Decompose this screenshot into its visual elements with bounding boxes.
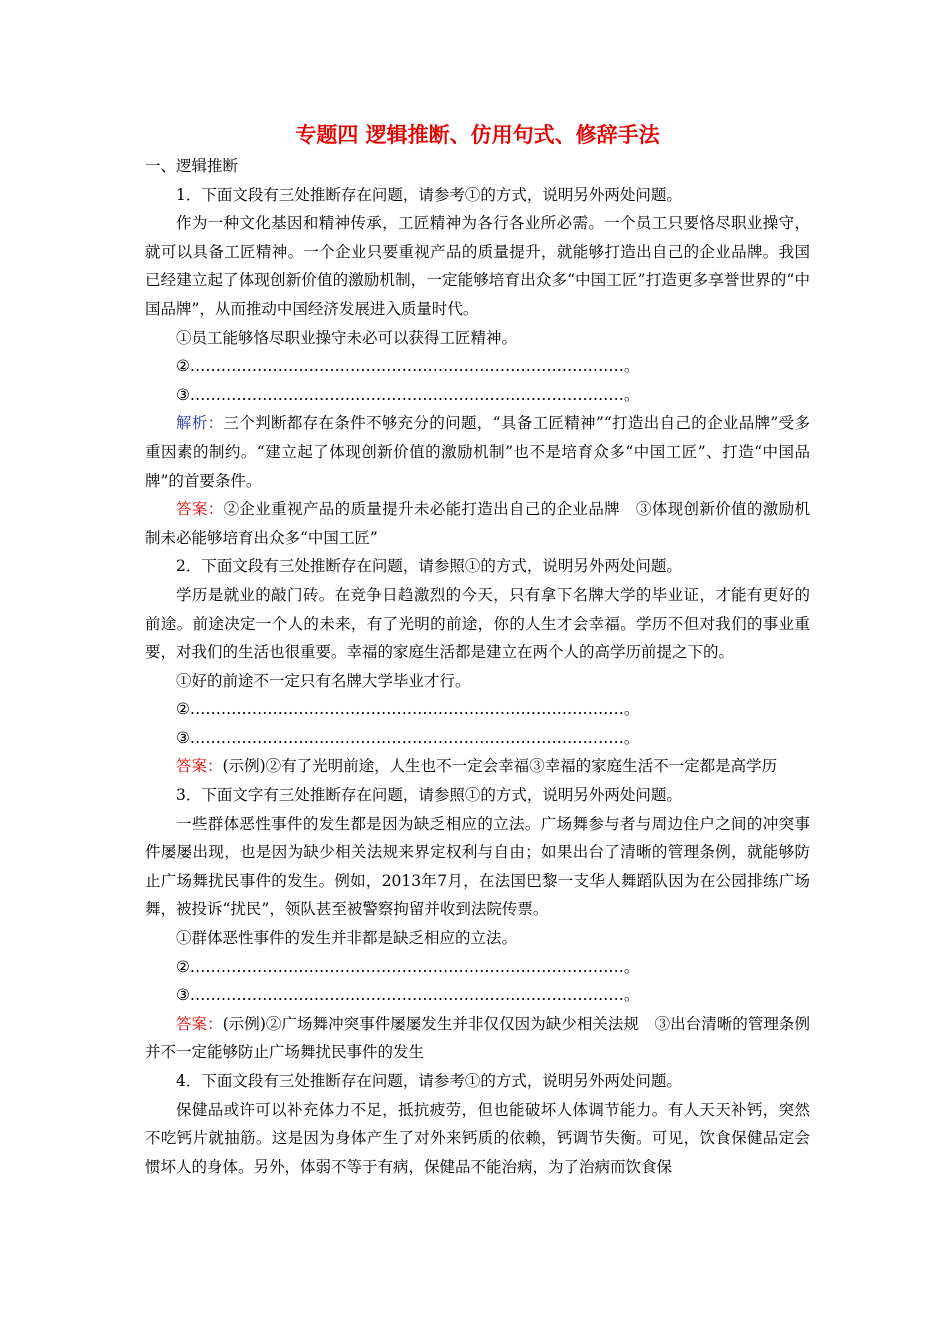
q2-passage: 学历是就业的敲门砖。在竞争日趋激烈的今天，只有拿下名牌大学的毕业证，才能有更好的前途。前途决定一个人的未来，有了光明的前途，你的人生才会幸福。学历不但对我们的事业重要，对我们的生活也很重要。幸福的家庭生活都是建立在两个人的高学历前提之下的。 (145, 585, 810, 662)
q3-passage: 一些群体恶性事件的发生都是因为缺乏相应的立法。广场舞参与者与周边住户之间的冲突事件屡屡出现，也是因为缺少相关法规来界定权利与自由；如果出台了清晰的管理条例，就能够防止广场舞扰民事件的发生。例如，2013年7月，在法国巴黎一支华人舞蹈队因为在公园排练广场舞，被投诉“扰民”，领队甚至被警察拘留并收到法院传票。 (145, 814, 810, 919)
q1-stem: 1．下面文段有三处推断存在问题，请参考①的方式，说明另外两处问题。 (176, 185, 682, 204)
q1-item-1: ①员工能够恪尽职业操守未必可以获得工匠精神。 (176, 328, 518, 347)
q2-answer-text: (示例)②有了光明前途，人生也不一定会幸福③幸福的家庭生活不一定都是高学历 (222, 757, 778, 776)
document-page (145, 118, 810, 1181)
document-title: 专题四 逻辑推断、仿用句式、修辞手法 (295, 123, 660, 147)
q2-answer-label: 答案： (176, 757, 223, 776)
q3-stem: 3．下面文字有三处推断存在问题，请参照①的方式，说明另外两处问题。 (176, 786, 682, 805)
q3-item-3-blank: ③…………………………………………………………………………。 (176, 986, 640, 1005)
q1-passage: 作为一种文化基因和精神传承，工匠精神为各行各业所必需。一个员工只要恪尽职业操守，就可以具备工匠精神。一个企业只要重视产品的质量提升，就能够打造出自己的企业品牌。我国已经建立起了体现创新价值的激励机制，一定能够培育出众多“中国工匠”打造更多享誉世界的“中国品牌”，从而推动中国经济发展进入质量时代。 (145, 214, 810, 318)
q2-item-3-blank: ③…………………………………………………………………………。 (176, 728, 640, 747)
q2-item-1: ①好的前途不一定只有名牌大学毕业才行。 (176, 671, 471, 690)
section-heading: 一、逻辑推断 (145, 157, 239, 175)
q1-analysis-label: 解析： (176, 414, 224, 433)
q3-item-1: ①群体恶性事件的发生并非都是缺乏相应的立法。 (176, 929, 518, 948)
q2-answer (145, 752, 810, 781)
q3-answer (145, 1010, 810, 1067)
q1-analysis (145, 409, 810, 495)
q2-stem: 2．下面文段有三处推断存在问题，请参照①的方式，说明另外两处问题。 (176, 557, 682, 576)
q1-item-2-blank: ②…………………………………………………………………………。 (176, 357, 640, 376)
q3-answer-text: (示例)②广场舞冲突事件屡屡发生并非仅仅因为缺少相关法规 ③出台清晰的管理条例并不一定能够防止广场舞扰民事件的发生 (145, 1014, 810, 1062)
q1-item-3-blank: ③…………………………………………………………………………。 (176, 385, 640, 404)
q4-stem: 4．下面文段有三处推断存在问题，请参考①的方式，说明另外两处问题。 (176, 1072, 682, 1090)
q1-answer (145, 495, 810, 552)
q2-item-2-blank: ②…………………………………………………………………………。 (176, 700, 640, 719)
q1-analysis-text: 三个判断都存在条件不够充分的问题，“具备工匠精神”“打造出自己的企业品牌”受多重因素的制约。“建立起了体现创新价值的激励机制”也不是培育众多“中国工匠”、打造“中国品牌”的首要条件。 (145, 414, 810, 490)
q4-passage: 保健品或许可以补充体力不足，抵抗疲劳，但也能破坏人体调节能力。有人天天补钙，突然不吃钙片就抽筋。这是因为身体产生了对外来钙质的依赖，钙调节失衡。可见，饮食保健品定会惯坏人的身体。另外，体弱不等于有病，保健品不能治病，为了治病而饮食保 (145, 1100, 810, 1176)
q1-answer-label: 答案： (176, 500, 224, 519)
q3-item-2-blank: ②…………………………………………………………………………。 (176, 957, 640, 976)
q3-answer-label: 答案： (176, 1014, 223, 1033)
q1-answer-text: ②企业重视产品的质量提升未必能打造出自己的企业品牌 ③体现创新价值的激励机制未必能够培育出众多“中国工匠” (145, 500, 810, 547)
